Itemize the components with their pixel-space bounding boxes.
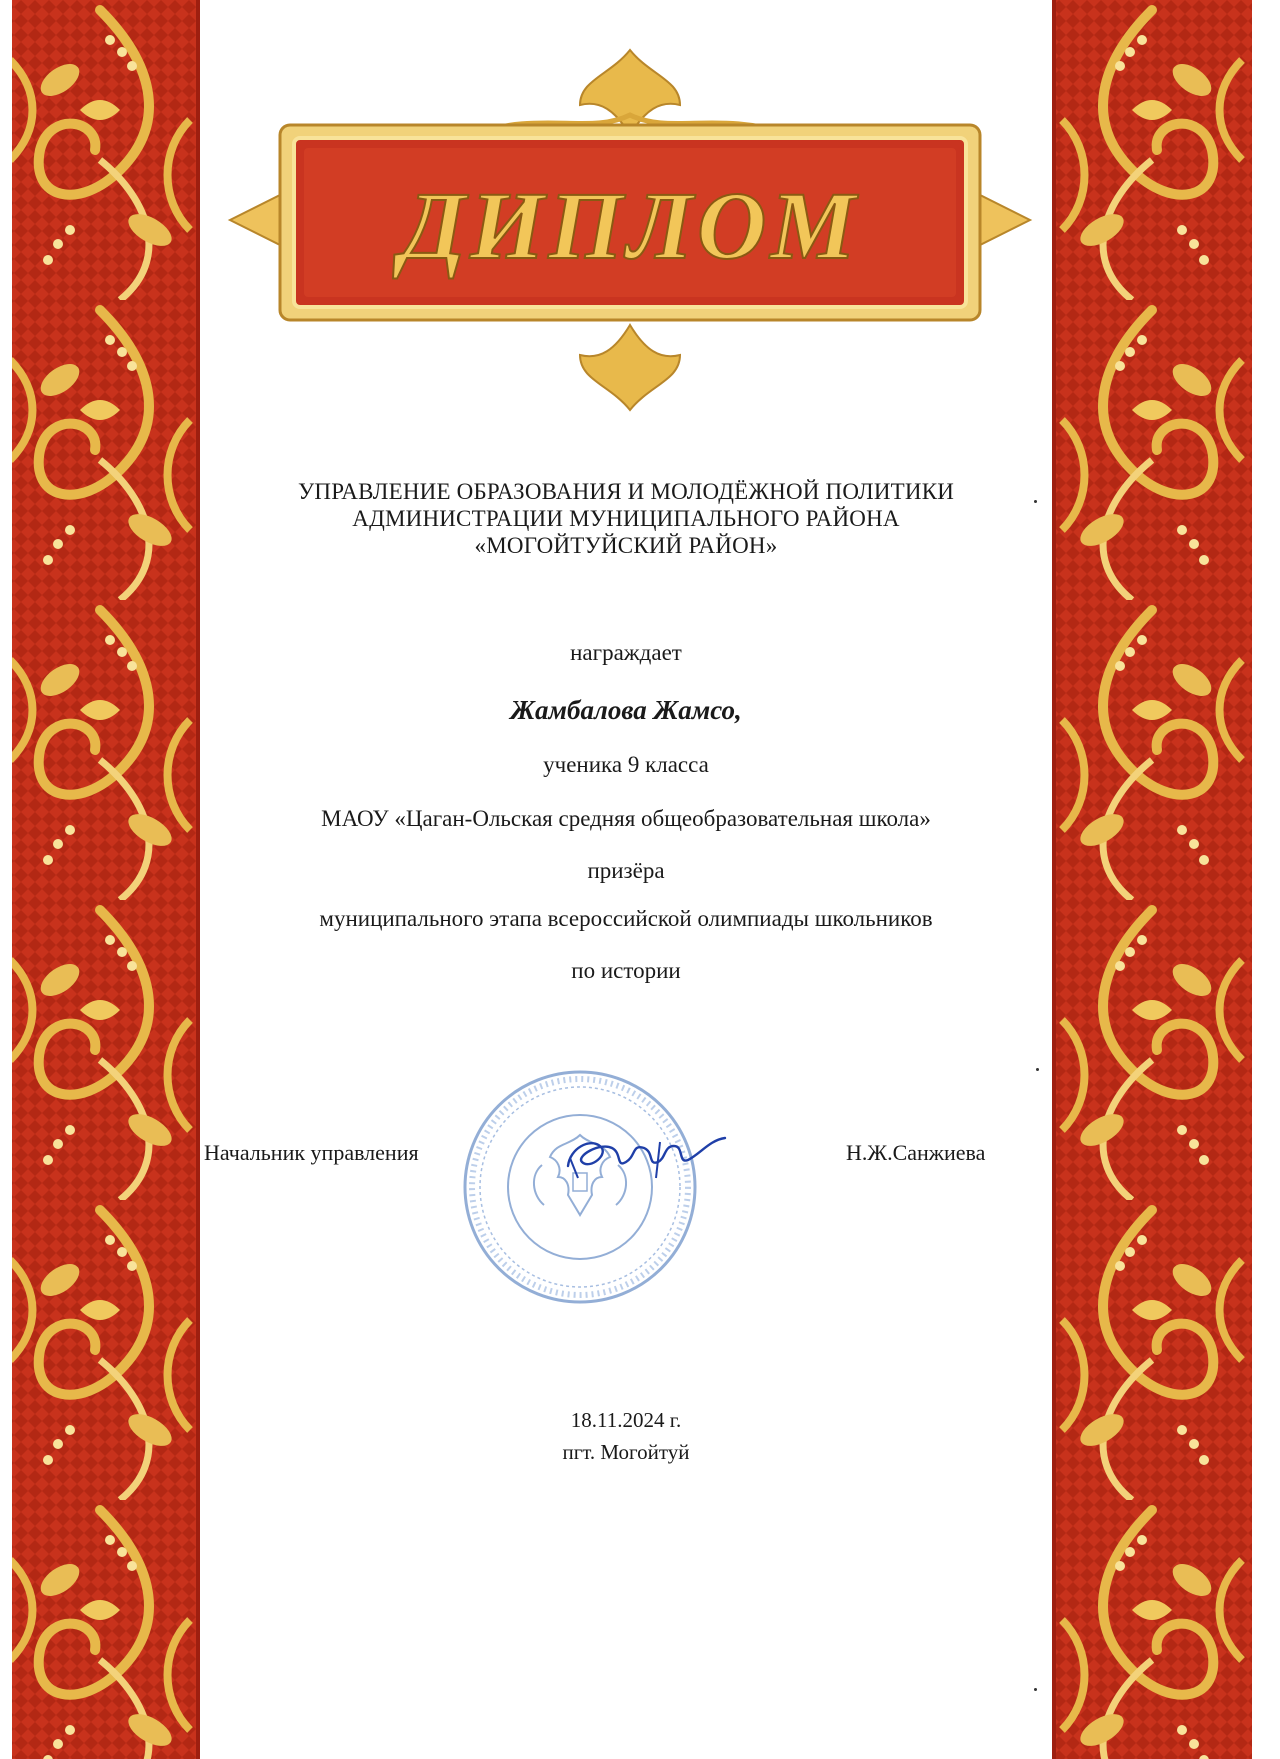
signatory-title: Начальник управления bbox=[204, 1140, 419, 1165]
title-plaque bbox=[210, 30, 1050, 430]
organization-line: УПРАВЛЕНИЕ ОБРАЗОВАНИЯ И МОЛОДЁЖНОЙ ПОЛИТИКИ bbox=[297, 479, 955, 504]
issue-place: пгт. Могойтуй bbox=[562, 1440, 690, 1464]
scan-speck bbox=[1034, 500, 1037, 503]
left-ornament-border bbox=[0, 0, 200, 1759]
floral-ornament-icon bbox=[1052, 0, 1280, 1759]
organization-line: «МОГОЙТУЙСКИЙ РАЙОН» bbox=[474, 533, 778, 558]
issue-date: 18.11.2024 г. bbox=[570, 1408, 682, 1432]
school-name: МАОУ «Цаган-Ольская средняя общеобразовательная школа» bbox=[321, 806, 931, 831]
floral-ornament-icon bbox=[0, 0, 200, 1759]
scan-speck bbox=[1036, 1068, 1039, 1071]
awards-text: награждает bbox=[570, 640, 682, 665]
olympiad-event: муниципального этапа всероссийской олимпиады школьников bbox=[319, 906, 933, 931]
right-ornament-border bbox=[1052, 0, 1280, 1759]
handwritten-signature-icon bbox=[560, 1118, 730, 1188]
scan-speck bbox=[1034, 1688, 1037, 1691]
prize-status: призёра bbox=[587, 858, 665, 883]
organization-line: АДМИНИСТРАЦИИ МУНИЦИПАЛЬНОГО РАЙОНА bbox=[352, 506, 900, 531]
recipient-name: Жамбалова Жамсо, bbox=[510, 695, 742, 725]
olympiad-subject: по истории bbox=[571, 958, 681, 983]
organization-heading bbox=[200, 478, 1052, 559]
recipient-grade: ученика 9 класса bbox=[543, 752, 709, 777]
signatory-name: Н.Ж.Санжиева bbox=[846, 1140, 986, 1165]
diploma-title: ДИПЛОМ bbox=[400, 172, 860, 279]
